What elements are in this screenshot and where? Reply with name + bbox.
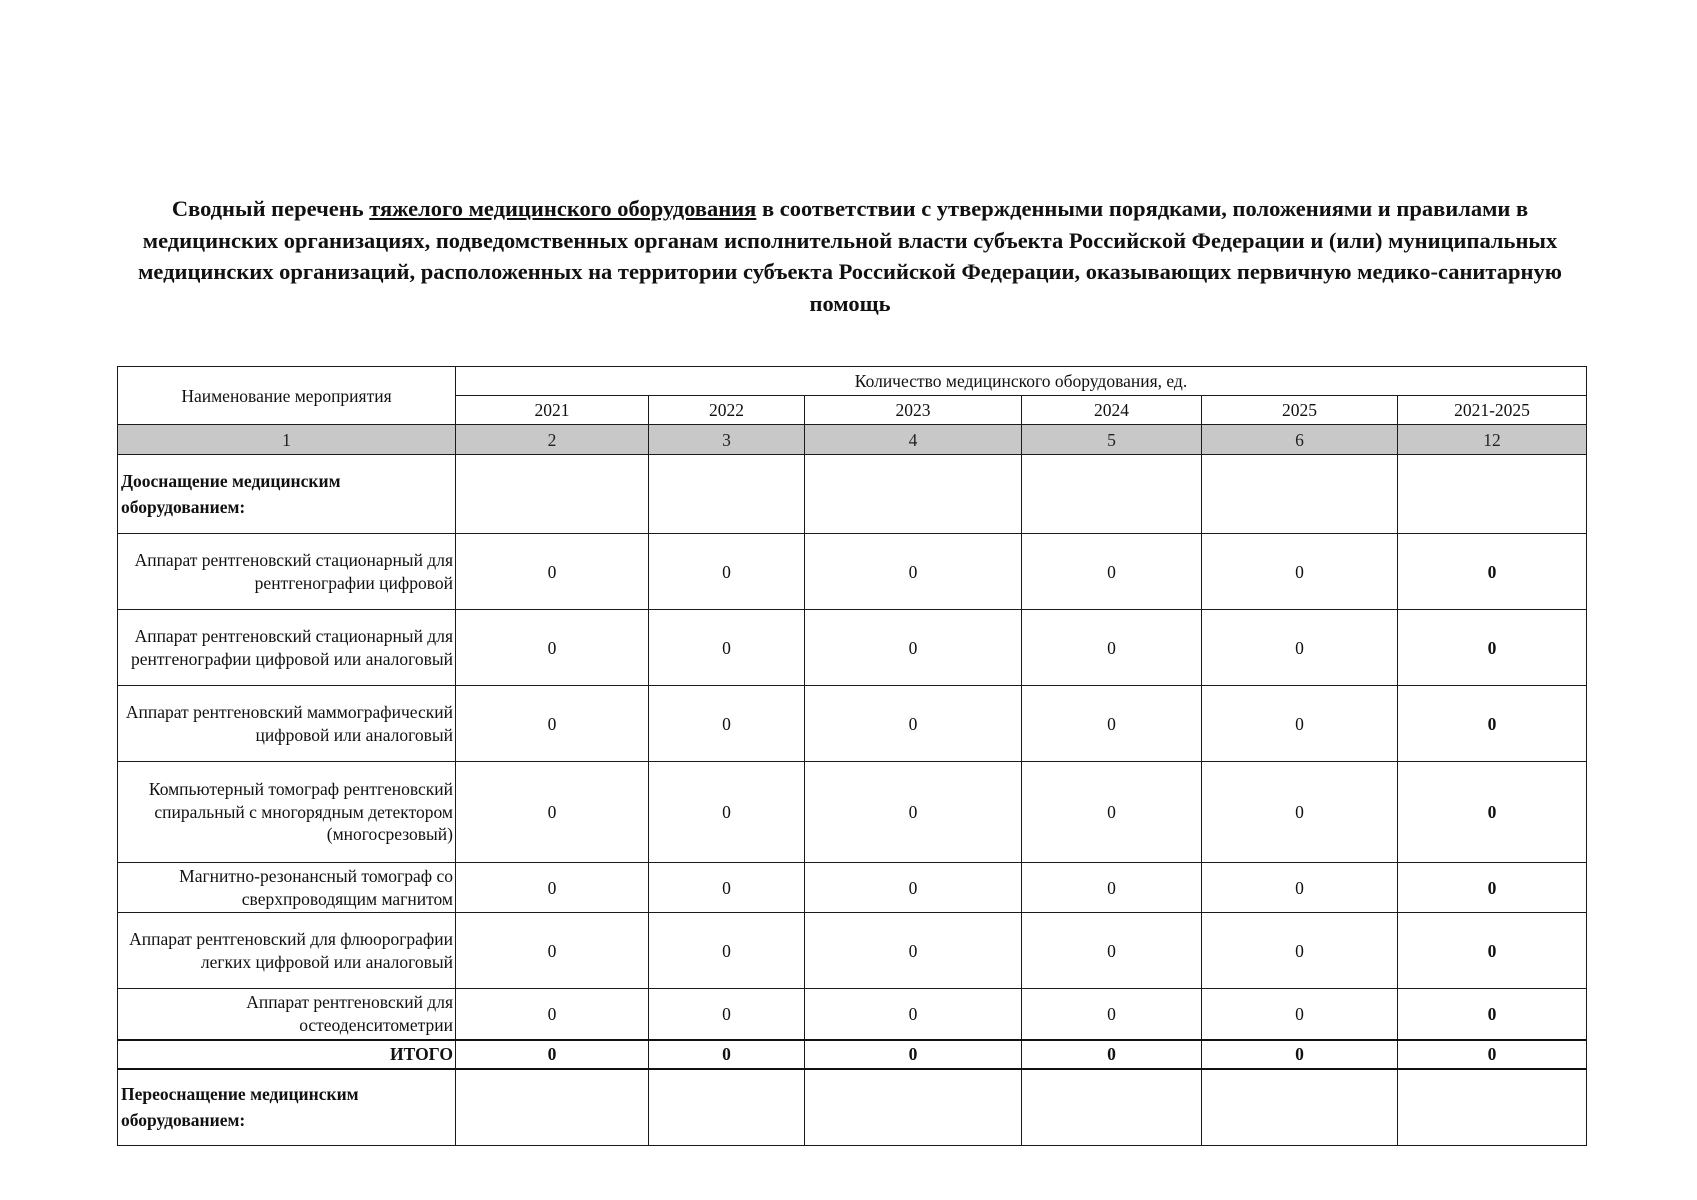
value-cell: 0 <box>805 863 1022 913</box>
value-cell: 0 <box>805 534 1022 610</box>
value-cell: 0 <box>1202 610 1398 686</box>
empty-cell <box>805 1069 1022 1146</box>
document-title <box>110 193 1590 319</box>
empty-cell <box>456 455 649 534</box>
total-value-cell: 0 <box>456 1040 649 1069</box>
table-row <box>118 686 1587 762</box>
column-number: 4 <box>805 425 1022 455</box>
row-total-cell: 0 <box>1398 686 1587 762</box>
title-part-2: в соответствии с утвержденными порядками, положениями и правилами в медицинских организациях, подведомственных органам исполнительной власти субъекта Российской Федерации и (или) муниципальных медицинских организаций, расположенных на территории субъекта Российской Федерации, оказывающих первичную медико-санитарную помощь <box>138 196 1562 316</box>
year-header: 2024 <box>1022 396 1202 425</box>
row-total-cell: 0 <box>1398 913 1587 989</box>
section-row-retrofit <box>118 455 1587 534</box>
equipment-name: Аппарат рентгеновский стационарный для рентгенографии цифровой <box>118 534 456 610</box>
table-row <box>118 913 1587 989</box>
row-total-cell: 0 <box>1398 863 1587 913</box>
value-cell: 0 <box>456 989 649 1040</box>
row-total-cell: 0 <box>1398 534 1587 610</box>
value-cell: 0 <box>1022 762 1202 863</box>
year-header: 2022 <box>649 396 805 425</box>
value-cell: 0 <box>456 686 649 762</box>
table-row <box>118 762 1587 863</box>
column-number: 6 <box>1202 425 1398 455</box>
total-row <box>118 1040 1587 1069</box>
column-number: 12 <box>1398 425 1587 455</box>
table-body <box>118 367 1587 1146</box>
value-cell: 0 <box>1022 534 1202 610</box>
total-value-cell: 0 <box>649 1040 805 1069</box>
equipment-name: Аппарат рентгеновский стационарный для рентгенографии цифровой или аналоговый <box>118 610 456 686</box>
equipment-name: Аппарат рентгеновский для остеоденситометрии <box>118 989 456 1040</box>
section-label-reequipment: Переоснащение медицинским оборудованием: <box>118 1069 456 1146</box>
value-cell: 0 <box>456 863 649 913</box>
value-cell: 0 <box>649 610 805 686</box>
empty-cell <box>1398 455 1587 534</box>
value-cell: 0 <box>805 989 1022 1040</box>
table-row <box>118 989 1587 1040</box>
value-cell: 0 <box>1202 762 1398 863</box>
header-quantity-cell: Количество медицинского оборудования, ед. <box>456 367 1587 396</box>
equipment-name: Компьютерный томограф рентгеновский спиральный с многорядным детектором (многосрезовый) <box>118 762 456 863</box>
empty-cell <box>649 455 805 534</box>
value-cell: 0 <box>456 762 649 863</box>
empty-cell <box>1398 1069 1587 1146</box>
value-cell: 0 <box>456 913 649 989</box>
value-cell: 0 <box>1022 863 1202 913</box>
value-cell: 0 <box>456 534 649 610</box>
value-cell: 0 <box>1022 989 1202 1040</box>
value-cell: 0 <box>649 913 805 989</box>
value-cell: 0 <box>649 762 805 863</box>
empty-cell <box>1202 455 1398 534</box>
table-row <box>118 610 1587 686</box>
section-row-reequipment <box>118 1069 1587 1146</box>
value-cell: 0 <box>1202 686 1398 762</box>
value-cell: 0 <box>649 989 805 1040</box>
value-cell: 0 <box>805 686 1022 762</box>
value-cell: 0 <box>805 610 1022 686</box>
column-number: 5 <box>1022 425 1202 455</box>
year-header: 2021-2025 <box>1398 396 1587 425</box>
total-value-cell: 0 <box>1022 1040 1202 1069</box>
value-cell: 0 <box>649 863 805 913</box>
header-row-top <box>118 367 1587 396</box>
year-header: 2023 <box>805 396 1022 425</box>
total-value-cell: 0 <box>1398 1040 1587 1069</box>
column-number: 2 <box>456 425 649 455</box>
title-part-1: Сводный перечень <box>171 196 370 221</box>
equipment-name: Магнитно-резонансный томограф со сверхпроводящим магнитом <box>118 863 456 913</box>
total-value-cell: 0 <box>1202 1040 1398 1069</box>
value-cell: 0 <box>649 534 805 610</box>
column-number: 3 <box>649 425 805 455</box>
equipment-name: Аппарат рентгеновский для флюорографии легких цифровой или аналоговый <box>118 913 456 989</box>
year-header: 2021 <box>456 396 649 425</box>
table-row <box>118 534 1587 610</box>
row-total-cell: 0 <box>1398 989 1587 1040</box>
value-cell: 0 <box>1202 863 1398 913</box>
value-cell: 0 <box>456 610 649 686</box>
equipment-table <box>117 366 1587 1146</box>
empty-cell <box>1022 1069 1202 1146</box>
empty-cell <box>456 1069 649 1146</box>
empty-cell <box>1022 455 1202 534</box>
total-value-cell: 0 <box>805 1040 1022 1069</box>
total-label: ИТОГО <box>118 1040 456 1069</box>
empty-cell <box>805 455 1022 534</box>
row-total-cell: 0 <box>1398 762 1587 863</box>
value-cell: 0 <box>1202 534 1398 610</box>
value-cell: 0 <box>649 686 805 762</box>
title-underlined-term: тяжелого медицинского оборудования <box>369 196 757 221</box>
table-row <box>118 863 1587 913</box>
section-label-retrofit: Дооснащение медицинским оборудованием: <box>118 455 456 534</box>
empty-cell <box>1202 1069 1398 1146</box>
value-cell: 0 <box>1022 610 1202 686</box>
row-total-cell: 0 <box>1398 610 1587 686</box>
value-cell: 0 <box>1202 989 1398 1040</box>
value-cell: 0 <box>1202 913 1398 989</box>
value-cell: 0 <box>1022 686 1202 762</box>
empty-cell <box>649 1069 805 1146</box>
header-name-cell: Наименование мероприятия <box>118 367 456 425</box>
equipment-name: Аппарат рентгеновский маммографический цифровой или аналоговый <box>118 686 456 762</box>
column-number-row <box>118 425 1587 455</box>
column-number: 1 <box>118 425 456 455</box>
value-cell: 0 <box>805 913 1022 989</box>
year-header: 2025 <box>1202 396 1398 425</box>
value-cell: 0 <box>1022 913 1202 989</box>
value-cell: 0 <box>805 762 1022 863</box>
